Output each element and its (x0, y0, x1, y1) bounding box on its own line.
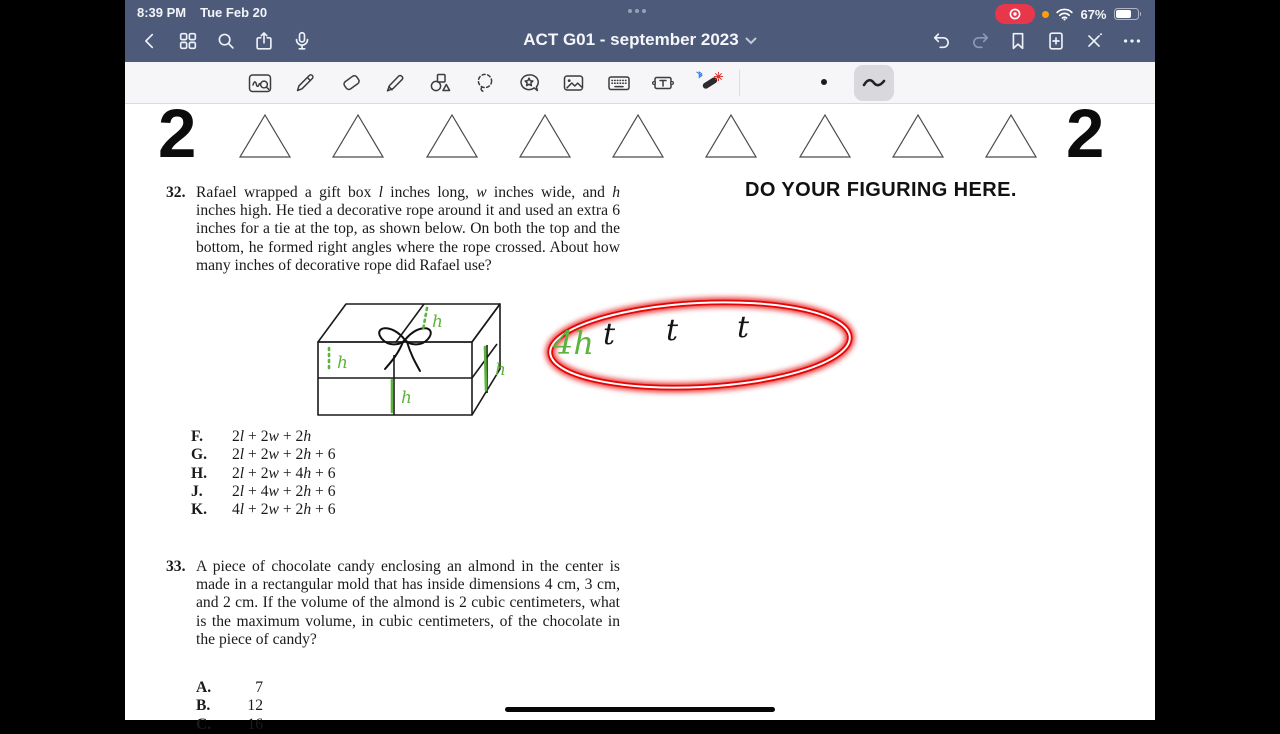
red-oval-annotation (535, 292, 865, 404)
notes-app-window (125, 0, 1155, 733)
eraser-tool[interactable] (332, 66, 368, 100)
choice-row: K. 4l + 2w + 2h + 6 (191, 501, 336, 519)
tick-mark: t (737, 310, 750, 345)
sticker-icon (517, 71, 542, 95)
chevron-down-icon (745, 37, 757, 45)
add-page-icon (1045, 30, 1067, 52)
page-number-left: 2 (158, 95, 197, 172)
drawing-toolbar (125, 62, 1155, 104)
choice-row: B. 12 (196, 697, 263, 715)
triangle-glyph (330, 112, 386, 160)
curve-stroke-icon (861, 75, 887, 91)
keyboard-icon (606, 71, 632, 95)
selected-stroke-style-button[interactable] (854, 65, 894, 101)
h-labels (337, 312, 506, 408)
question-33 (166, 558, 626, 649)
question-text: A piece of chocolate candy enclosing an almond in the center is made in a rectangular mold that has inside dimensions 4 cm, 3 cm, and 2 cm. If the volume of the almond is 2 cubic centimeters, what is the maximum volume, in cubic centimeters, of the chocolate in the piece of candy? (196, 558, 620, 648)
date: Tue Feb 20 (200, 5, 268, 20)
close-button[interactable] (1075, 22, 1113, 60)
image-icon (561, 71, 586, 95)
wifi-icon (1056, 8, 1073, 21)
svg-text:h: h (337, 353, 348, 373)
stroke-size-dot[interactable] (821, 79, 827, 85)
choice-row: H. 2l + 2w + 4h + 6 (191, 464, 336, 482)
triangle-glyph (237, 112, 293, 160)
multitask-indicator-icon[interactable] (628, 9, 646, 13)
triangle-glyph (703, 112, 759, 160)
question-32 (166, 184, 626, 275)
screen-recording-indicator[interactable] (995, 4, 1035, 24)
battery-percent: 67% (1080, 6, 1107, 22)
undo-button[interactable] (923, 22, 961, 60)
triangle-glyph (610, 112, 666, 160)
bookmark-button[interactable] (999, 22, 1037, 60)
add-page-button[interactable] (1037, 22, 1075, 60)
toolbar-divider (739, 70, 740, 96)
choice-row: A. 7 (196, 679, 263, 696)
four-h-note: 4h (553, 324, 594, 362)
text-box-icon (650, 71, 676, 95)
bow-icon (379, 328, 431, 371)
choice-row: J. 2l + 4w + 2h + 6 (191, 482, 336, 500)
zoom-window-tool[interactable] (242, 66, 278, 100)
laser-pointer-tool[interactable] (691, 66, 727, 100)
triangle-row (237, 112, 1039, 160)
q33-choices (196, 679, 263, 734)
highlighter-icon (383, 71, 407, 95)
question-number: 32. (166, 184, 186, 201)
eraser-icon (338, 71, 362, 95)
triangle-glyph (983, 112, 1039, 160)
triangle-glyph (797, 112, 853, 160)
close-icon (1083, 30, 1105, 52)
tick-mark: t (603, 317, 616, 352)
undo-icon (931, 30, 953, 52)
svg-text:h: h (432, 312, 443, 332)
top-navigation-bar (125, 0, 1155, 62)
document-page (125, 95, 1155, 733)
q32-choices (191, 428, 336, 519)
pen-tool[interactable] (287, 66, 323, 100)
record-icon (1008, 7, 1022, 21)
choice-row: F. 2l + 2w + 2h (191, 428, 312, 445)
document-title[interactable]: ACT G01 - september 2023 (125, 30, 1155, 50)
triangle-glyph (890, 112, 946, 160)
triangle-glyph (424, 112, 480, 160)
gift-box-figure (315, 300, 515, 422)
choice-row: G. 2l + 2w + 2h + 6 (191, 446, 336, 464)
bookmark-icon (1007, 30, 1029, 52)
more-options-button[interactable] (1113, 22, 1151, 60)
svg-text:h: h (401, 388, 412, 408)
figuring-note: DO YOUR FIGURING HERE. (745, 179, 1017, 201)
nav-right-buttons (923, 22, 1151, 60)
shapes-icon (427, 71, 453, 95)
ellipsis-icon (1121, 30, 1143, 52)
triangle-glyph (517, 112, 573, 160)
shapes-tool[interactable] (422, 66, 458, 100)
home-indicator[interactable] (505, 707, 775, 712)
svg-text:h: h (495, 360, 506, 380)
page-number-right: 2 (1066, 95, 1105, 172)
clock: 8:39 PM (137, 5, 187, 20)
redo-button[interactable] (961, 22, 999, 60)
highlighter-tool[interactable] (377, 66, 413, 100)
lasso-tool[interactable] (467, 66, 503, 100)
choice-row: C. 16 (196, 715, 263, 733)
redo-icon (969, 30, 991, 52)
battery-icon (1114, 8, 1142, 20)
image-tool[interactable] (555, 66, 591, 100)
lasso-icon (473, 71, 497, 95)
question-number: 33. (166, 558, 186, 575)
laser-pointer-icon (694, 70, 724, 96)
text-tool[interactable] (645, 66, 681, 100)
tick-mark: t (666, 313, 679, 348)
zoom-window-icon (247, 71, 273, 95)
mic-in-use-dot (1042, 11, 1049, 18)
status-bar-left (137, 5, 267, 20)
status-bar-right (995, 4, 1141, 24)
sticker-tool[interactable] (511, 66, 547, 100)
keyboard-tool[interactable] (601, 66, 637, 100)
pen-icon (293, 71, 317, 95)
question-text: Rafael wrapped a gift box l inches long, w inches wide, and h inches high. He tied a decorative rope around it and used an extra 6 inches for a tie at the top, as shown below. On both the top and the bottom, he formed right angles where the rope crossed. About how many inches of decorative rope did Rafael use? (196, 184, 621, 274)
